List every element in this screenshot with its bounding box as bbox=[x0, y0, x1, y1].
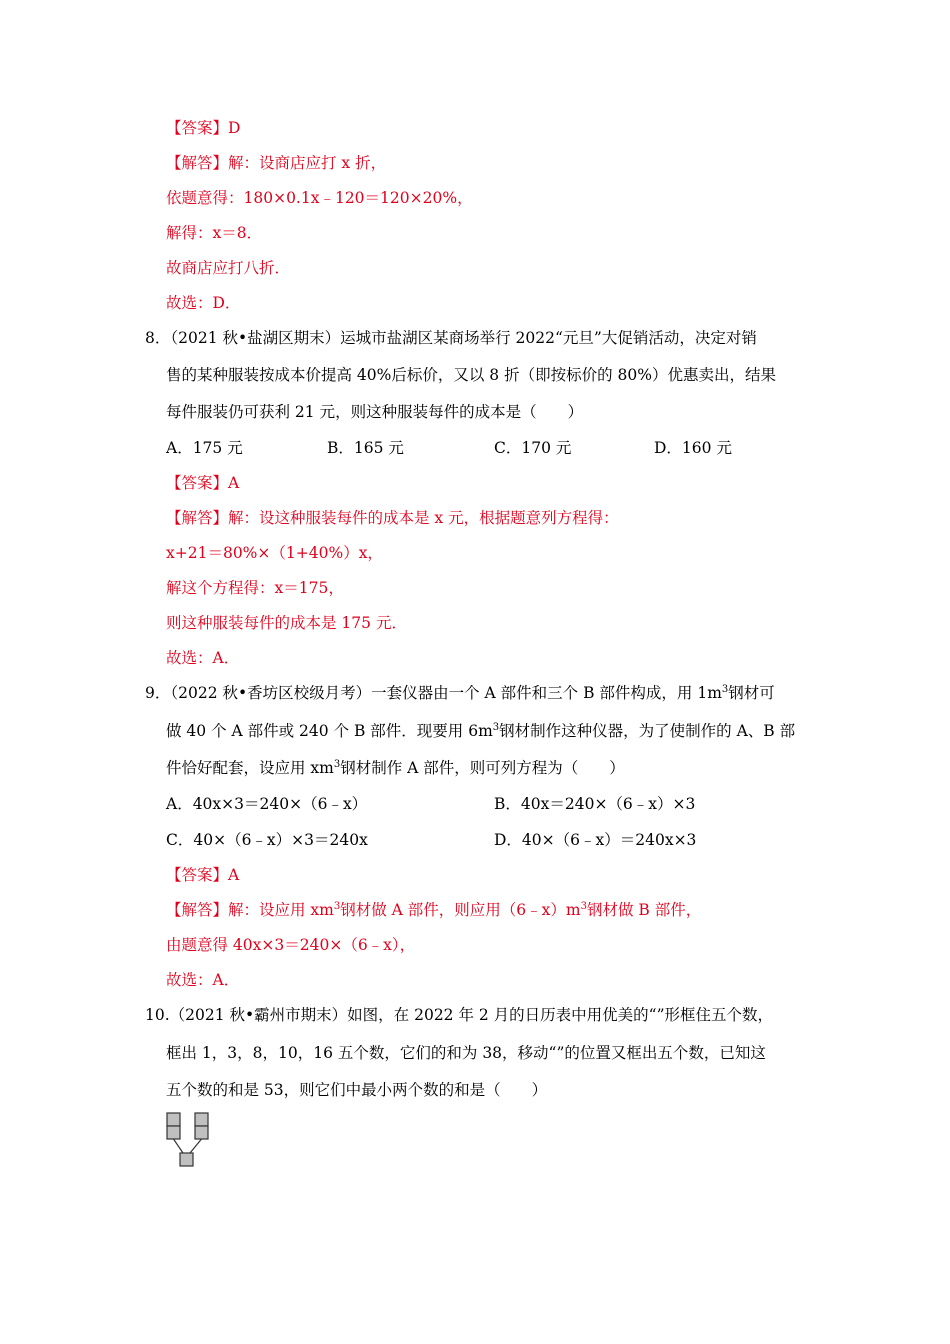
q9-solution-line-3: 故选：A． bbox=[166, 971, 240, 989]
q8-solution-line-3: 解这个方程得：x＝175， bbox=[166, 579, 344, 597]
q9-option-a: A．40x×3＝240×（6﹣x） bbox=[166, 795, 368, 813]
q7-solution-line-4: 故商店应打八折． bbox=[166, 259, 291, 277]
q8-solution-line-4: 则这种服装每件的成本是 175 元． bbox=[166, 614, 407, 632]
superscript: 3 bbox=[333, 900, 341, 912]
q8-solution-line-2: x+21＝80%×（1+40%）x， bbox=[166, 544, 383, 562]
q8-option-a: A．175 元 bbox=[166, 439, 243, 457]
q10-stem-line-1: 10.（2021 秋•霸州市期末）如图，在 2022 年 2 月的日历表中用优美的“”形框住五个数， bbox=[145, 1006, 774, 1024]
q7-solution-line-3: 解得：x＝8． bbox=[166, 224, 263, 242]
frame-cell-top-left bbox=[167, 1113, 180, 1126]
q8-option-c: C．170 元 bbox=[494, 439, 572, 457]
q8-solution-line-5: 故选：A． bbox=[166, 649, 240, 667]
q10-stem-line-3: 五个数的和是 53，则它们中最小两个数的和是（ ） bbox=[166, 1081, 548, 1099]
q9-solution-line-2: 由题意得 40x×3＝240×（6﹣x）， bbox=[166, 936, 416, 954]
q9-stem-line-3 bbox=[166, 757, 625, 779]
q7-solution-line-2: 依题意得：180×0.1x﹣120＝120×20%， bbox=[166, 189, 473, 207]
q9-stem-line-2-tail: 钢材制作这种仪器，为了使制作的 A、B 部 bbox=[499, 722, 796, 740]
frame-cell-mid-right bbox=[195, 1126, 208, 1139]
superscript: 3 bbox=[721, 683, 729, 695]
q9-stem-line-1 bbox=[145, 682, 775, 704]
q7-solution-line-1: 【解答】解：设商店应打 x 折， bbox=[166, 154, 387, 172]
superscript: 3 bbox=[492, 721, 500, 733]
frame-connector-left bbox=[174, 1139, 184, 1153]
q9-stem-line-3-text: 件恰好配套，设应用 xm bbox=[166, 759, 334, 777]
q9-solution-line-1-text: 【解答】解：设应用 xm bbox=[166, 901, 334, 919]
q9-solution-line-1-tail: 钢材做 B 部件， bbox=[586, 901, 702, 919]
q9-option-c: C．40×（6﹣x）×3＝240x bbox=[166, 831, 368, 849]
q8-option-d: D．160 元 bbox=[654, 439, 732, 457]
q9-stem-line-2 bbox=[166, 720, 795, 742]
frame-cell-bottom bbox=[180, 1153, 193, 1166]
q8-option-b: B．165 元 bbox=[327, 439, 404, 457]
q9-stem-line-2-text: 做 40 个 A 部件或 240 个 B 部件．现要用 6m bbox=[166, 722, 493, 740]
q7-answer: 【答案】D bbox=[166, 119, 241, 137]
superscript: 3 bbox=[580, 900, 587, 912]
frame-connector-right bbox=[190, 1139, 202, 1153]
q8-solution-line-1: 【解答】解：设这种服装每件的成本是 x 元，根据题意列方程得： bbox=[166, 509, 619, 527]
q9-solution-line-1 bbox=[166, 899, 701, 921]
frame-cell-top-right bbox=[195, 1113, 208, 1126]
q8-stem-line-2: 售的某种服装按成本价提高 40%后标价，又以 8 折（即按标价的 80%）优惠卖出，结果 bbox=[166, 366, 776, 384]
superscript: 3 bbox=[333, 758, 341, 770]
q9-stem-line-1-tail: 钢材可 bbox=[728, 684, 775, 702]
q7-solution-line-5: 故选：D． bbox=[166, 294, 241, 312]
q9-option-d: D．40×（6﹣x）＝240x×3 bbox=[494, 831, 697, 849]
q8-answer: 【答案】A bbox=[166, 474, 240, 492]
q9-stem-line-1-text: 9．（2022 秋•香坊区校级月考）一套仪器由一个 A 部件和三个 B 部件构成，用 1m bbox=[145, 684, 722, 702]
calendar-frame-figure bbox=[166, 1112, 216, 1170]
q10-stem-line-2: 框出 1，3，8，10，16 五个数，它们的和为 38，移动“”的位置又框出五个数，已知这 bbox=[166, 1044, 766, 1062]
frame-cell-mid-left bbox=[167, 1126, 180, 1139]
q9-solution-line-1-mid: 钢材做 A 部件，则应用（6﹣x）m bbox=[340, 901, 581, 919]
q9-option-b: B．40x＝240×（6﹣x）×3 bbox=[494, 795, 696, 813]
q8-stem-line-1: 8．（2021 秋•盐湖区期末）运城市盐湖区某商场举行 2022“元旦”大促销活动，决定对销 bbox=[145, 329, 757, 347]
q9-answer: 【答案】A bbox=[166, 866, 240, 884]
q9-stem-line-3-tail: 钢材制作 A 部件，则可列方程为（ ） bbox=[340, 759, 625, 777]
q8-stem-line-3: 每件服装仍可获利 21 元，则这种服装每件的成本是（ ） bbox=[166, 403, 584, 421]
